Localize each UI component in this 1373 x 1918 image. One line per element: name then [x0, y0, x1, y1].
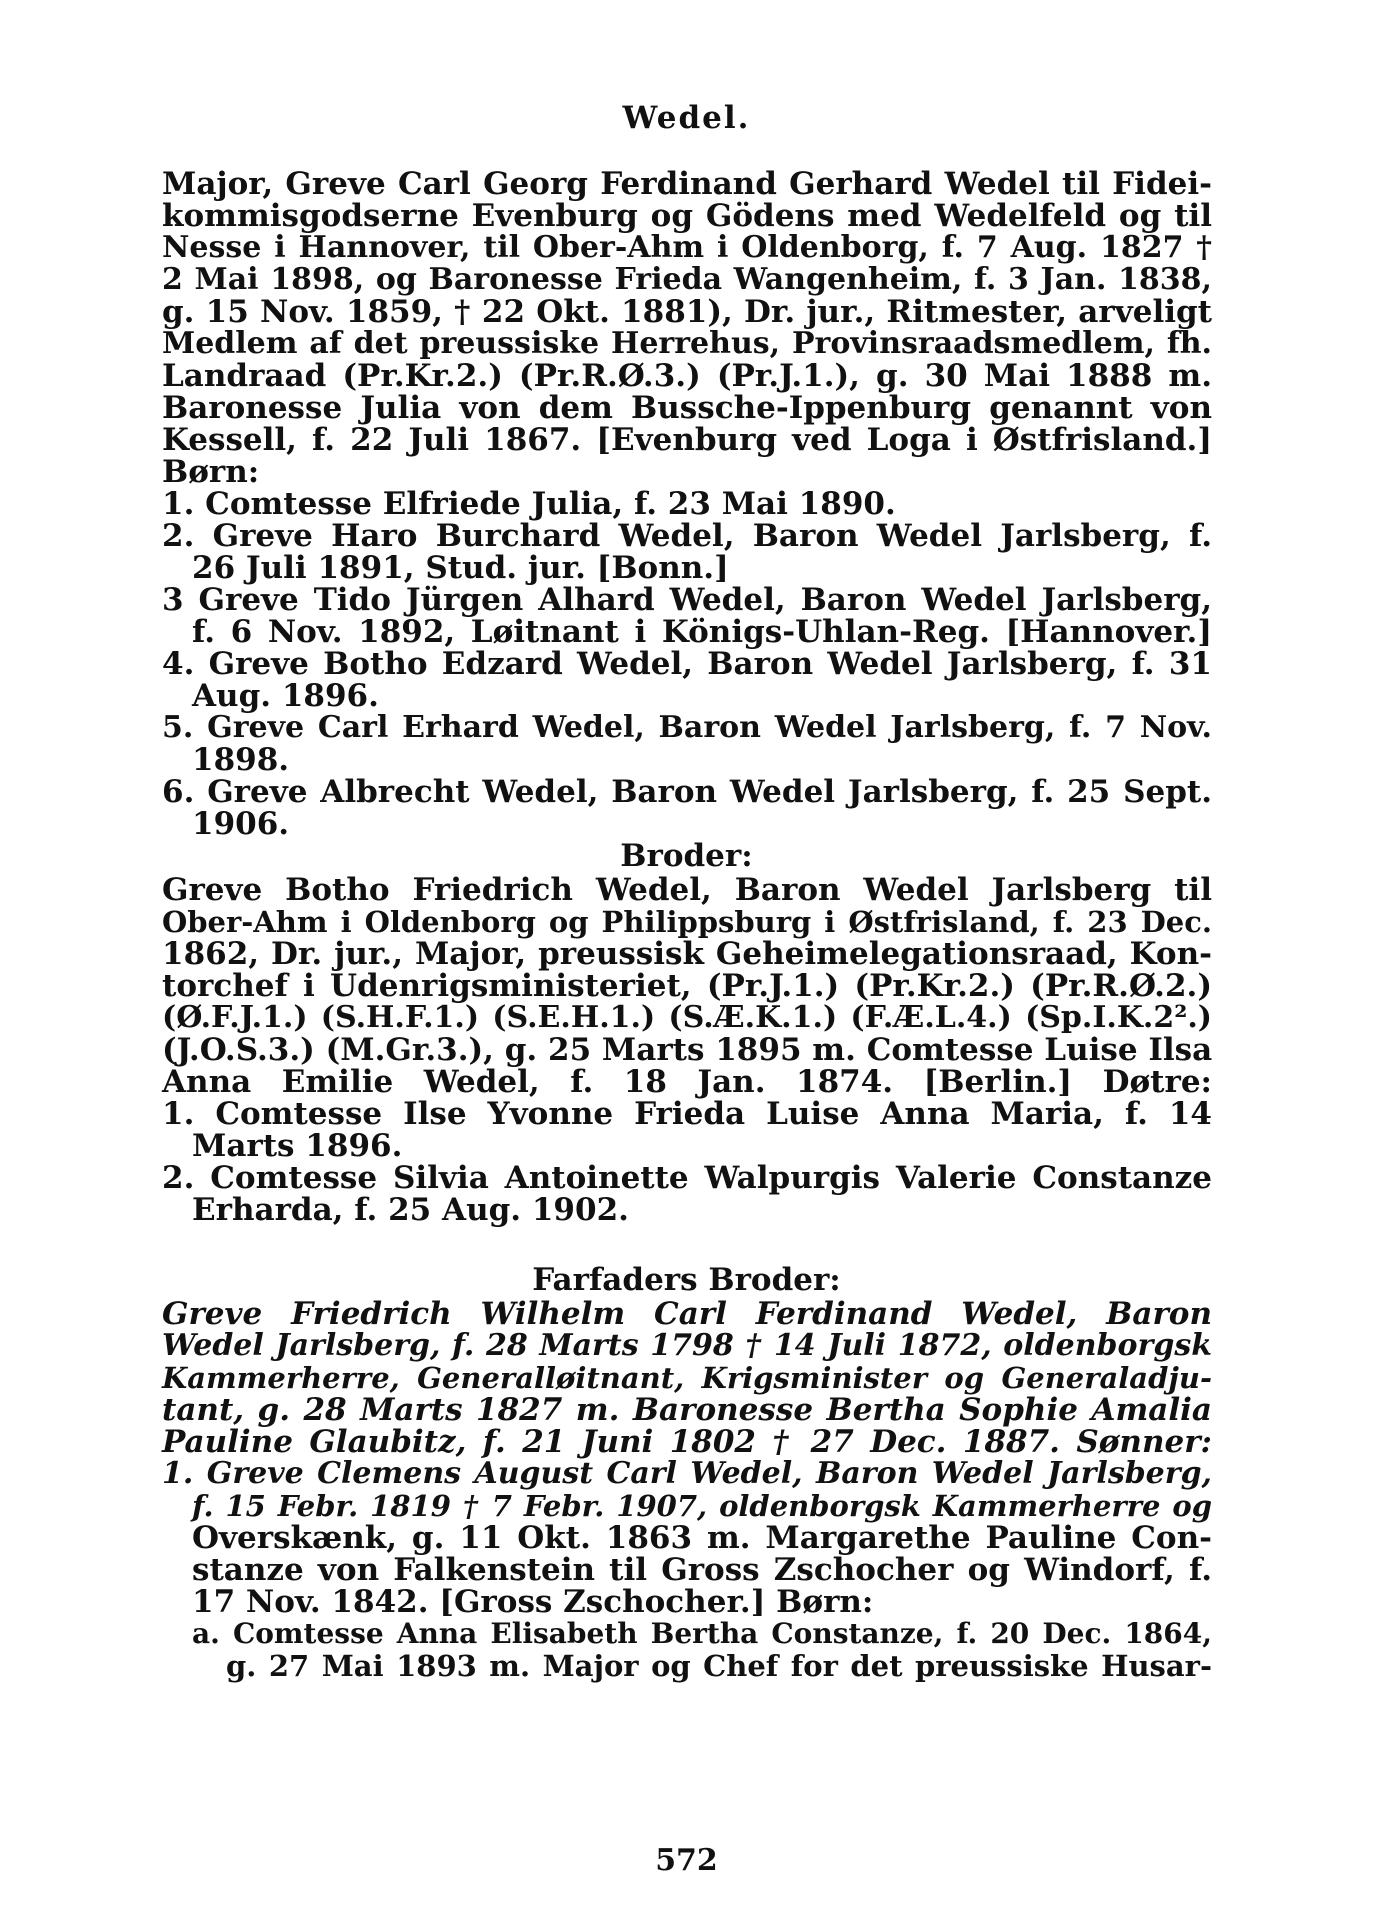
list-item: 1. Comtesse Elfriede Julia, f. 23 Mai 1890.	[162, 486, 896, 522]
text-line: g. 15 Nov. 1859, † 22 Okt. 1881), Dr. jur., Ritmester, arveligt	[162, 294, 1212, 330]
text-line: 1862, Dr. jur., Major, preussisk Geheimelegationsraad, Kon-	[162, 936, 1212, 972]
text-line: Landraad (Pr.Kr.2.) (Pr.R.Ø.3.) (Pr.J.1.), g. 30 Mai 1888 m.	[162, 358, 1212, 394]
text-line: Greve Botho Friedrich Wedel, Baron Wedel Jarlsberg til	[162, 872, 1212, 908]
list-item: 1. Comtesse Ilse Yvonne Frieda Luise Anna Maria, f. 14	[162, 1096, 1212, 1132]
text-line: Ober-Ahm i Oldenborg og Philippsburg i Østfrisland, f. 23 Dec.	[162, 905, 1212, 939]
text-line: Anna Emilie Wedel, f. 18 Jan. 1874. [Berlin.] Døtre:	[162, 1064, 1212, 1100]
section-heading: Broder:	[620, 838, 753, 874]
text-line: stanze von Falkenstein til Gross Zschocher og Windorf, f.	[192, 1552, 1212, 1588]
list-item: 2. Greve Haro Burchard Wedel, Baron Wedel Jarlsberg, f.	[162, 518, 1212, 554]
text-line: Greve Friedrich Wilhelm Carl Ferdinand Wedel, Baron	[162, 1296, 1212, 1332]
text-line: Nesse i Hannover, til Ober-Ahm i Oldenborg, f. 7 Aug. 1827 †	[162, 230, 1212, 265]
text-line: Pauline Glaubitz, f. 21 Juni 1802 † 27 Dec. 1887. Sønner:	[162, 1424, 1212, 1460]
text-line: torchef i Udenrigsministeriet, (Pr.J.1.) (Pr.Kr.2.) (Pr.R.Ø.2.)	[162, 968, 1212, 1004]
text-line: Medlem af det preussiske Herrehus, Provinsraadsmedlem, fh.	[162, 326, 1212, 361]
text-line: 1906.	[192, 806, 290, 842]
page-title: Wedel.	[622, 100, 751, 136]
section-heading: Farfaders Broder:	[532, 1262, 841, 1298]
text-line: f. 15 Febr. 1819 † 7 Febr. 1907, oldenborgsk Kammerherre og	[192, 1489, 1212, 1523]
text-line: 17 Nov. 1842. [Gross Zschocher.] Børn:	[192, 1584, 874, 1620]
page-number: 572	[655, 1843, 718, 1878]
text-line: Wedel Jarlsberg, f. 28 Marts 1798 † 14 Juli 1872, oldenborgsk	[162, 1328, 1212, 1363]
text-line: Marts 1896.	[192, 1128, 403, 1164]
text-line: (Ø.F.J.1.) (S.H.F.1.) (S.E.H.1.) (S.Æ.K.1.) (F.Æ.L.4.) (Sp.I.K.2².)	[162, 1000, 1212, 1035]
list-item: 6. Greve Albrecht Wedel, Baron Wedel Jarlsberg, f. 25 Sept.	[162, 774, 1212, 810]
list-item: 5. Greve Carl Erhard Wedel, Baron Wedel Jarlsberg, f. 7 Nov.	[162, 710, 1212, 745]
list-item: 2. Comtesse Silvia Antoinette Walpurgis Valerie Constanze	[162, 1160, 1212, 1196]
list-item: 1. Greve Clemens August Carl Wedel, Baron Wedel Jarlsberg,	[162, 1456, 1212, 1491]
text-line: Baronesse Julia von dem Bussche-Ippenburg genannt von	[162, 390, 1212, 426]
text-line: (J.O.S.3.) (M.Gr.3.), g. 25 Marts 1895 m. Comtesse Luise Ilsa	[162, 1032, 1213, 1068]
text-line: 1898.	[192, 742, 290, 778]
text-line: Kammerherre, Generalløitnant, Krigsminister og Generaladju-	[162, 1361, 1212, 1395]
text-line: g. 27 Mai 1893 m. Major og Chef for det preussiske Husar-	[226, 1649, 1212, 1683]
text-line: Erharda, f. 25 Aug. 1902.	[192, 1192, 629, 1228]
text-line: Major, Greve Carl Georg Ferdinand Gerhard Wedel til Fidei-	[162, 166, 1212, 202]
list-item: 4. Greve Botho Edzard Wedel, Baron Wedel Jarlsberg, f. 31	[162, 646, 1212, 682]
text-line: Aug. 1896.	[192, 678, 379, 714]
text-line: f. 6 Nov. 1892, Løitnant i Königs-Uhlan-Reg. [Hannover.]	[192, 614, 1212, 650]
text-line: tant, g. 28 Marts 1827 m. Baronesse Bertha Sophie Amalia	[162, 1392, 1212, 1428]
text-line: 26 Juli 1891, Stud. jur. [Bonn.]	[192, 550, 729, 586]
text-line: 2 Mai 1898, og Baronesse Frieda Wangenheim, f. 3 Jan. 1838,	[162, 262, 1212, 297]
list-item: a. Comtesse Anna Elisabeth Bertha Constanze, f. 20 Dec. 1864,	[192, 1617, 1212, 1650]
text-line: Overskænk, g. 11 Okt. 1863 m. Margarethe Pauline Con-	[192, 1520, 1212, 1556]
text-line: kommisgodserne Evenburg og Gödens med Wedelfeld og til	[162, 198, 1212, 234]
list-item: 3 Greve Tido Jürgen Alhard Wedel, Baron Wedel Jarlsberg,	[162, 582, 1212, 618]
text-line: Børn:	[162, 454, 260, 490]
text-line: Kessell, f. 22 Juli 1867. [Evenburg ved Loga i Østfrisland.]	[162, 422, 1212, 458]
